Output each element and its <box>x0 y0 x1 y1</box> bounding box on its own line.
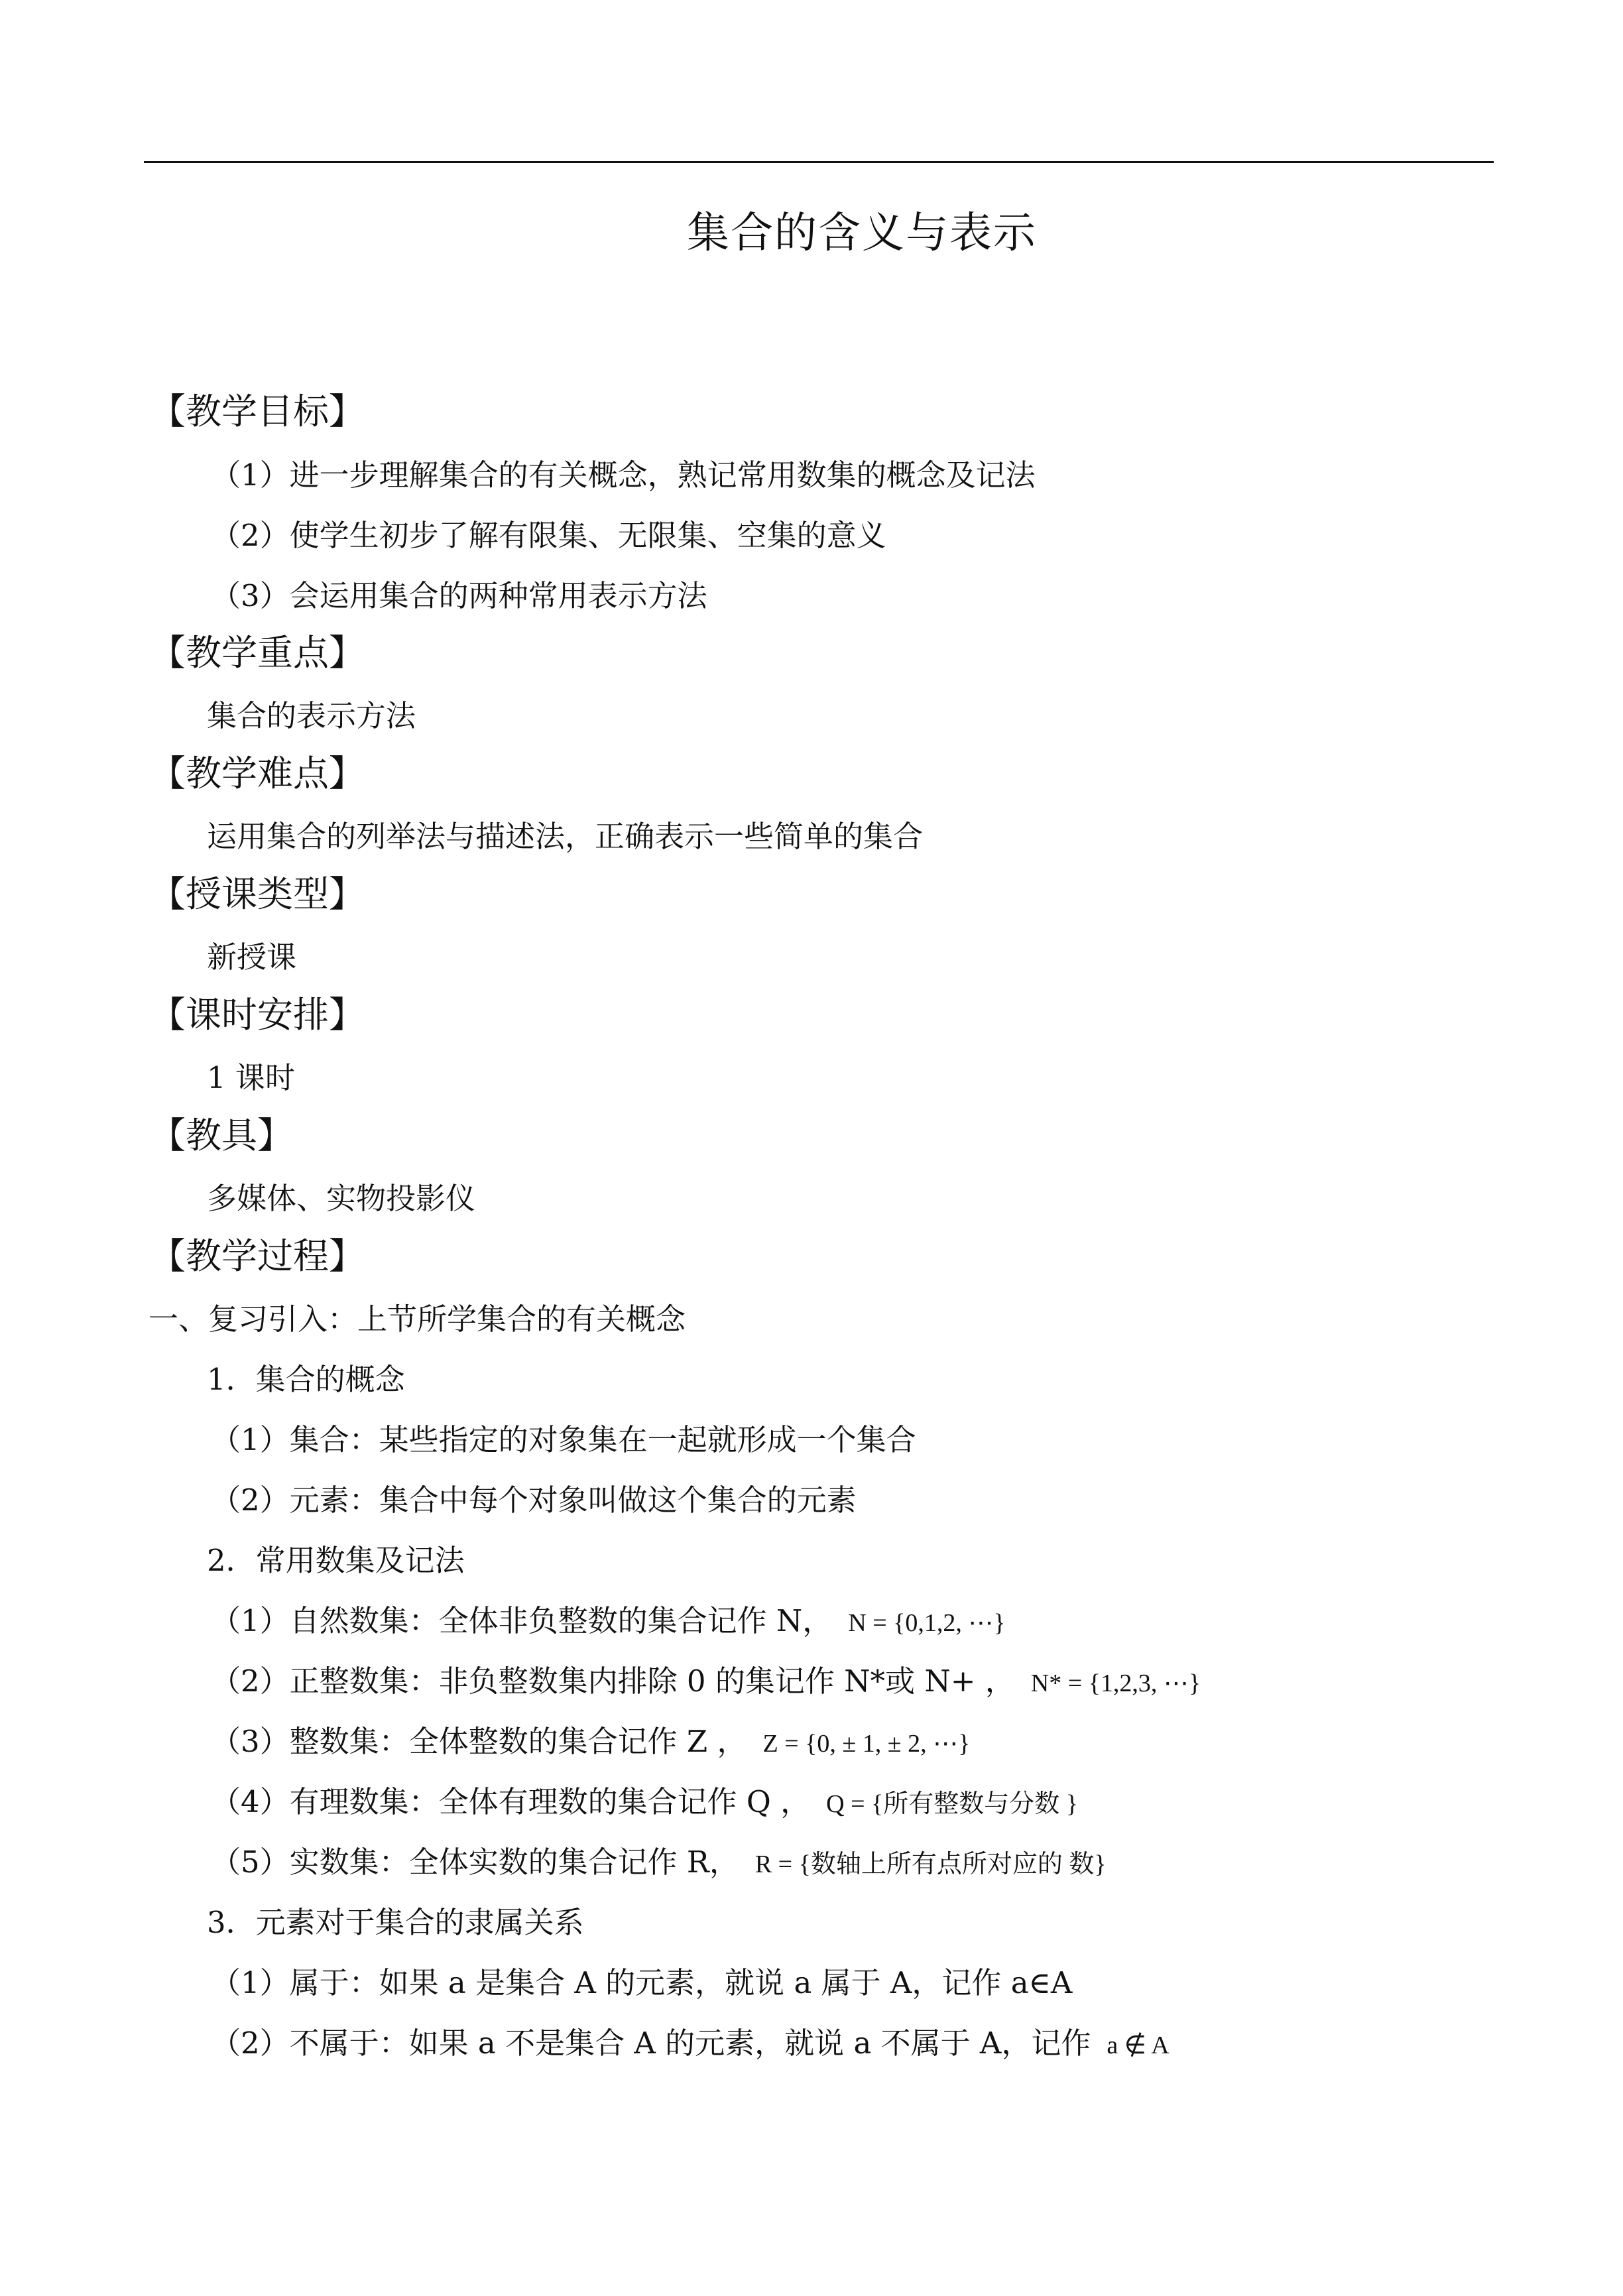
rationals-formula: Q = {所有整数与分数 } <box>826 1790 1078 1818</box>
reals-text: （5）实数集：全体实数的集合记作 R， <box>211 1844 739 1880</box>
natural-numbers <box>211 1597 1006 1640</box>
natural-numbers-text: （1）自然数集：全体非负整数的集合记作 N， <box>211 1603 833 1638</box>
not-belongs-formula: a ∉ A <box>1107 2031 1170 2059</box>
subsection-membership: 3．元素对于集合的隶属关系 <box>207 1905 584 1940</box>
heading-difficulties: 【教学难点】 <box>150 753 365 794</box>
membership-not-belongs <box>211 2019 1170 2062</box>
section-review: 一、复习引入：上节所学集合的有关概念 <box>149 1301 686 1337</box>
difficulties-text: 运用集合的列举法与描述法，正确表示一些简单的集合 <box>207 819 924 854</box>
goal-1: （1）进一步理解集合的有关概念，熟记常用数集的概念及记法 <box>211 457 1036 493</box>
subsection-number-sets: 2．常用数集及记法 <box>207 1543 465 1578</box>
heading-schedule: 【课时安排】 <box>150 994 365 1036</box>
schedule-text: 1 课时 <box>207 1060 295 1095</box>
heading-process: 【教学过程】 <box>150 1235 365 1277</box>
membership-belongs: （1）属于：如果 a 是集合 A 的元素，就说 a 属于 A，记作 a∈A <box>211 1965 1073 2000</box>
heading-goals: 【教学目标】 <box>150 391 365 432</box>
positive-integers-text: （2）正整数集：非负整数集内排除 0 的集记作 N*或 N+ ， <box>211 1663 1015 1699</box>
integers-text: （3）整数集：全体整数的集合记作 Z ， <box>211 1724 747 1759</box>
concept-element: （2）元素：集合中每个对象叫做这个集合的元素 <box>211 1482 857 1518</box>
goal-3: （3）会运用集合的两种常用表示方法 <box>211 578 707 613</box>
subsection-concept: 1．集合的概念 <box>207 1362 405 1397</box>
page-title: 集合的含义与表示 <box>687 209 1037 258</box>
header-rule <box>144 161 1494 163</box>
positive-integers-formula: N* = {1,2,3, ⋯} <box>1030 1669 1201 1697</box>
positive-integers <box>211 1657 1201 1700</box>
key-points-text: 集合的表示方法 <box>207 698 416 733</box>
reals <box>211 1838 1107 1881</box>
lesson-type-text: 新授课 <box>207 939 297 975</box>
integers <box>211 1717 970 1760</box>
tools-text: 多媒体、实物投影仪 <box>207 1181 476 1216</box>
integers-formula: Z = {0, ± 1, ± 2, ⋯} <box>762 1730 971 1758</box>
heading-tools: 【教具】 <box>150 1115 293 1156</box>
heading-key-points: 【教学重点】 <box>150 632 365 674</box>
heading-lesson-type: 【授课类型】 <box>150 873 365 915</box>
goal-2: （2）使学生初步了解有限集、无限集、空集的意义 <box>211 518 886 553</box>
rationals-text: （4）有理数集：全体有理数的集合记作 Q ， <box>211 1784 811 1819</box>
membership-not-belongs-text: （2）不属于：如果 a 不是集合 A 的元素，就说 a 不属于 A，记作 <box>211 2025 1091 2061</box>
natural-numbers-formula: N = {0,1,2, ⋯} <box>848 1609 1006 1637</box>
rationals <box>211 1778 1078 1821</box>
reals-formula: R = {数轴上所有点所对应的 数} <box>754 1850 1107 1878</box>
concept-set: （1）集合：某些指定的对象集在一起就形成一个集合 <box>211 1422 916 1457</box>
